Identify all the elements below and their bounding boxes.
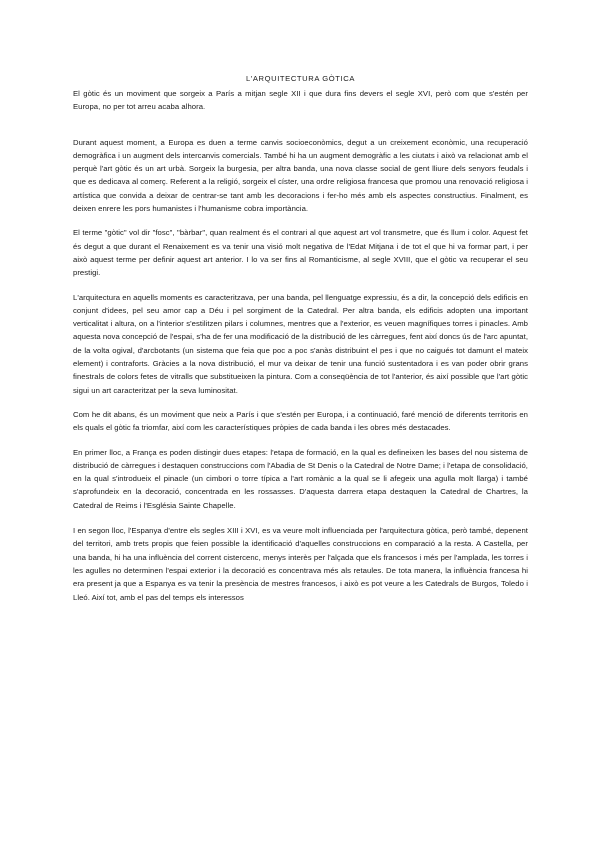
paragraph-territories: Com he dit abans, és un moviment que neix a París i que s'estén per Europa, i a continuació, faré menció de diferents territoris en els quals el gòtic fa triomfar, així com les característiques pròpies de cada banda i les obres més destacades. [73,409,528,433]
paragraph-france: En primer lloc, a França es poden distingir dues etapes: l'etapa de formació, en la qual es defineixen les bases del nou sistema de distribució de càrregues i destaquen construccions com l'Abadia de St Denis o la Catedral de Notre Dame; i l'etapa de consolidació, en la qual s'introdueix el pinacle (un cimbori o torre típica a l'art romànic a la qual se li afegeix una agulla molt llarga) i també s'aprofundeix en la decoració, concentrada en les rossasses. D'aquesta darrera etapa destaquen la Catedral de Chartres, la Catedral de Reims i l'Església Sainte Chapelle. [73,447,528,510]
paragraph-architecture: L'arquitectura en aquells moments es caracteritzava, per una banda, pel llenguatge expressiu, és a dir, la concepció dels edificis en conjunt d'idees, pel seu amor cap a Déu i pel sorgiment de la Catedral. Per altra banda, els edificis adopten una important verticalitat i altura, on a l'interior s'estilitzen pilars i columnes, mentres que a l'exterior, es veuen magnífiques torres i pinacles. Amb aquesta nova concepció de l'espai, s'ha de fer una modificació de la distribució de les càrregues, fent així doncs ús de l'arc apuntat, de la volta ogival, d'arcbotants (un sistema que feia que poc a poc s'anàs distribuint el pes i que no caigués tot damunt el mateix element) i contraforts. Gràcies a la nova distribució, el mur va deixar de tenir una funció sustentadora i es van poder obrir grans finestrals de colors fetes de vitralls que substitueixen la pintura. Com a conseqüència de tot l'anterior, és així possible que l'art gòtic sigui un art caracteritzat per la seva luminositat. [73,292,528,395]
paragraph-context: Durant aquest moment, a Europa es duen a terme canvis socioeconòmics, degut a un creixement econòmic, una recuperació demogràfica i un augment dels intercanvis comercials. També hi ha un augment demogràfic a les ciutats i això va relacionat amb el perquè l'art gòtic és un art urbà. Sorgeix la burgesia, per altra banda, una nova classe social de gent lliure dels senyors feudals i que es dedicava al comerç. Referent a la religió, sorgeix el císter, una ordre religiosa francesa que promou una renovació religiosa i artística que convida a deixar de centrar-se tant amb les decoracions i fer-ho més amb els aspectes constructius. Finalment, es deixen enrere les pors humanistes i l'humanisme cobra importància. [73,137,528,214]
document-title: L'ARQUITECTURA GÒTICA [246,74,355,83]
paragraph-term: El terme "gòtic" vol dir "fosc", "bàrbar", quan realment és el contrari al que aquest art vol transmetre, que és llum i color. Aquest fet és degut a que durant el Renaixement es va tenir una visió molt negativa de l'Edat Mitjana i de tot el que hi va formar part, i per això aquest terme per definir aquest art anterior. I lo va ser fins al Romanticisme, al segle XVIII, que el gòtic va recuperar el seu prestigi. [73,228,528,278]
document-page [73,73,528,604]
paragraph-intro: El gòtic és un moviment que sorgeix a París a mitjan segle XII i que dura fins devers el segle XVI, però com que s'estén per Europa, no per tot arreu acaba alhora. [73,89,528,112]
paragraph-spain: I en segon lloc, l'Espanya d'entre els segles XIII i XVI, es va veure molt influenciada per l'arquitectura gòtica, però també, depenent del territori, amb trets propis que feien possible la identificació d'aquelles construccions en comparació a la resta. A Castella, per una banda, hi ha una influència del corrent cistercenc, menys interès per l'alçada que els francesos i més per l'amplada, les torres i les agulles no determinen l'espai exterior i la decoració es concentrava més als retaules. De tota manera, la influència francesa hi era present ja que a Espanya es va tenir la presència de mestres francesos, i això es pot veure a les Catedrals de Burgos, Toledo i Lleó. Així tot, amb el pas del temps els interessos [73,526,528,602]
